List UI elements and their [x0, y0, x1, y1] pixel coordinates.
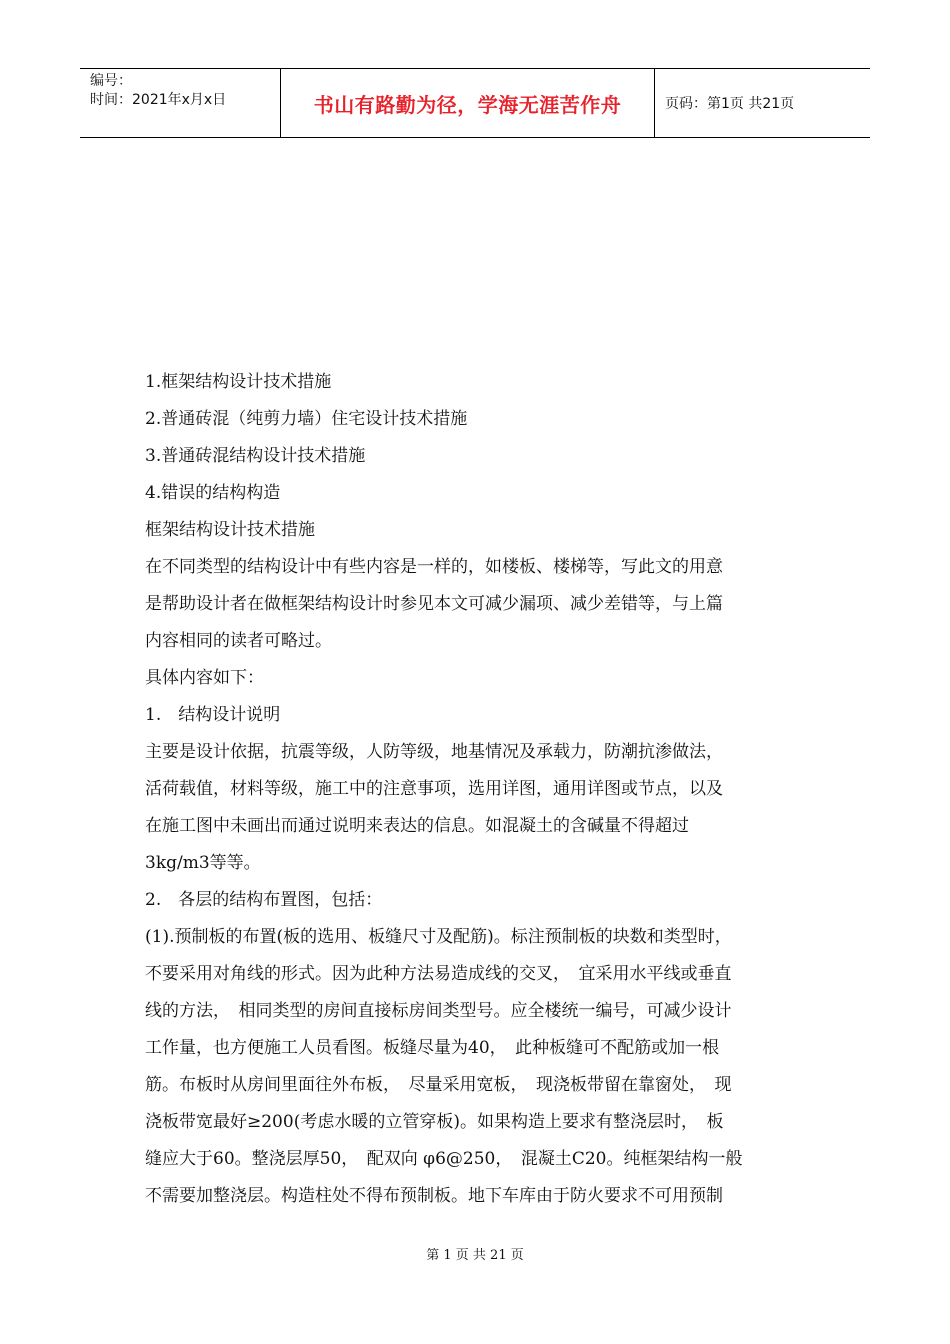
body-line: 主要是设计依据，抗震等级，人防等级，地基情况及承载力，防潮抗渗做法，	[145, 742, 723, 762]
body-line: 浇板带宽最好≥200(考虑水暖的立管穿板)。如果构造上要求有整浇层时， 板	[145, 1112, 724, 1132]
header-motto: 书山有路勤为径，学海无涯苦作舟	[281, 69, 655, 137]
page-header	[80, 68, 870, 138]
body-line: 缝应大于60。整浇层厚50， 配双向 φ6@250， 混凝土C20。纯框架结构一般	[145, 1149, 743, 1169]
body-line: 4.错误的结构构造	[145, 483, 281, 503]
header-page-info: 页码：第1页 共21页	[665, 96, 795, 112]
body-line: 2. 各层的结构布置图，包括：	[145, 890, 383, 910]
body-line: 3.普通砖混结构设计技术措施	[145, 446, 366, 466]
body-line: 线的方法， 相同类型的房间直接标房间类型号。应全楼统一编号，可减少设计	[145, 1001, 732, 1021]
body-line: 具体内容如下：	[145, 668, 264, 688]
body-line: 工作量，也方便施工人员看图。板缝尽量为40， 此种板缝可不配筋或加一根	[145, 1038, 720, 1058]
page-footer: 第 1 页 共 21 页	[426, 1248, 524, 1263]
header-meta	[80, 69, 281, 137]
body-line: 不需要加整浇层。构造柱处不得布预制板。地下车库由于防火要求不可用预制	[145, 1186, 723, 1206]
body-line: (1).预制板的布置(板的选用、板缝尺寸及配筋)。标注预制板的块数和类型时，	[145, 927, 732, 947]
body-line: 在不同类型的结构设计中有些内容是一样的，如楼板、楼梯等，写此文的用意	[145, 557, 723, 577]
body-line: 2.普通砖混（纯剪力墙）住宅设计技术措施	[145, 409, 468, 429]
document-body	[145, 364, 810, 1215]
body-line: 是帮助设计者在做框架结构设计时参见本文可减少漏项、减少差错等，与上篇	[145, 594, 723, 614]
body-line: 1.框架结构设计技术措施	[145, 372, 332, 392]
body-line: 3kg/m3等等。	[145, 853, 261, 873]
body-line: 筋。布板时从房间里面往外布板， 尽量采用宽板， 现浇板带留在靠窗处， 现	[145, 1075, 732, 1095]
body-line: 内容相同的读者可略过。	[145, 631, 332, 651]
section-title: 框架结构设计技术措施	[145, 520, 315, 540]
body-line: 1. 结构设计说明	[145, 705, 281, 725]
body-line: 在施工图中未画出而通过说明来表达的信息。如混凝土的含碱量不得超过	[145, 816, 689, 836]
document-time-label: 时间：2021年x月x日	[90, 92, 227, 108]
body-line: 活荷载值，材料等级，施工中的注意事项，选用详图，通用详图或节点，以及	[145, 779, 723, 799]
body-line: 不要采用对角线的形式。因为此种方法易造成线的交叉， 宜采用水平线或垂直	[145, 964, 732, 984]
document-number-label: 编号：	[90, 73, 132, 89]
